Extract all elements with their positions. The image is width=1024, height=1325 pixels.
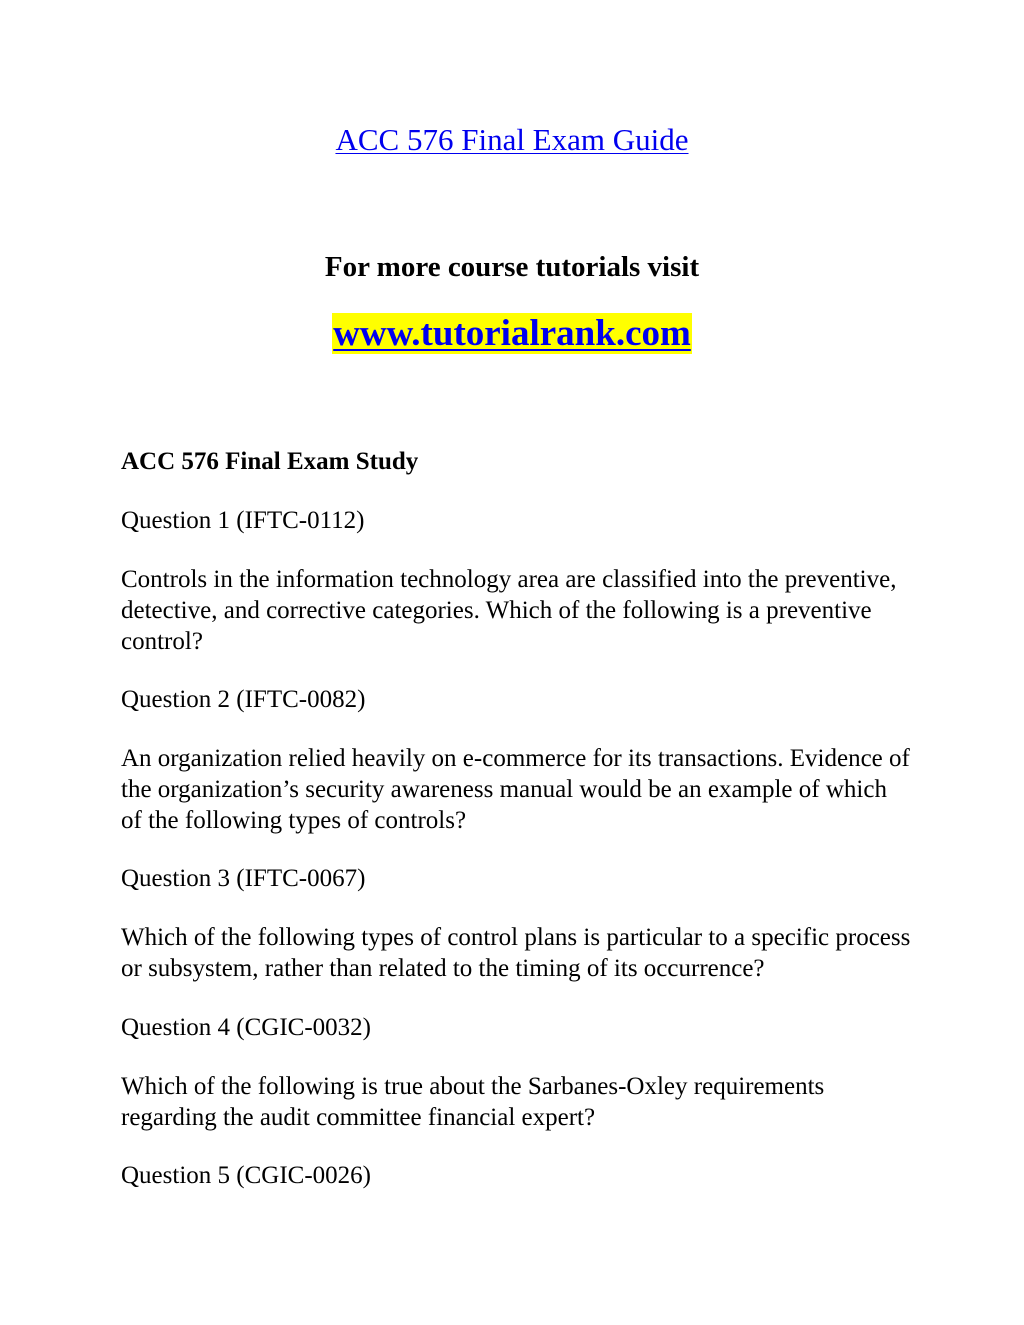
question-3-label: Question 3 (IFTC-0067)	[121, 865, 366, 892]
question-2-text: An organization relied heavily on e-commerce for its transactions. Evidence of the organization’s security awareness manual would be an example of which of the following types of controls?	[121, 745, 910, 834]
question-4-text: Which of the following is true about the Sarbanes-Oxley requirements regarding the audit committee financial expert?	[121, 1073, 825, 1131]
visit-text: For more course tutorials visit	[324, 251, 700, 283]
question-1-label: Question 1 (IFTC-0112)	[121, 507, 365, 534]
site-link-container	[0, 311, 1024, 357]
question-5-label: Question 5 (CGIC-0026)	[121, 1162, 371, 1189]
question-2-label: Question 2 (IFTC-0082)	[121, 686, 366, 713]
site-link[interactable]: www.tutorialrank.com	[333, 313, 691, 354]
title-link[interactable]: ACC 576 Final Exam Guide	[335, 122, 689, 157]
question-4-label: Question 4 (CGIC-0032)	[121, 1014, 371, 1041]
section-heading: ACC 576 Final Exam Study	[121, 448, 419, 475]
question-3-text: Which of the following types of control plans is particular to a specific process or subsystem, rather than related to the timing of its occurrence?	[121, 924, 911, 982]
question-1-text: Controls in the information technology area are classified into the preventive, detective, and corrective categories. Which of the following is a preventive control?	[121, 566, 897, 655]
document-title	[0, 120, 1024, 160]
